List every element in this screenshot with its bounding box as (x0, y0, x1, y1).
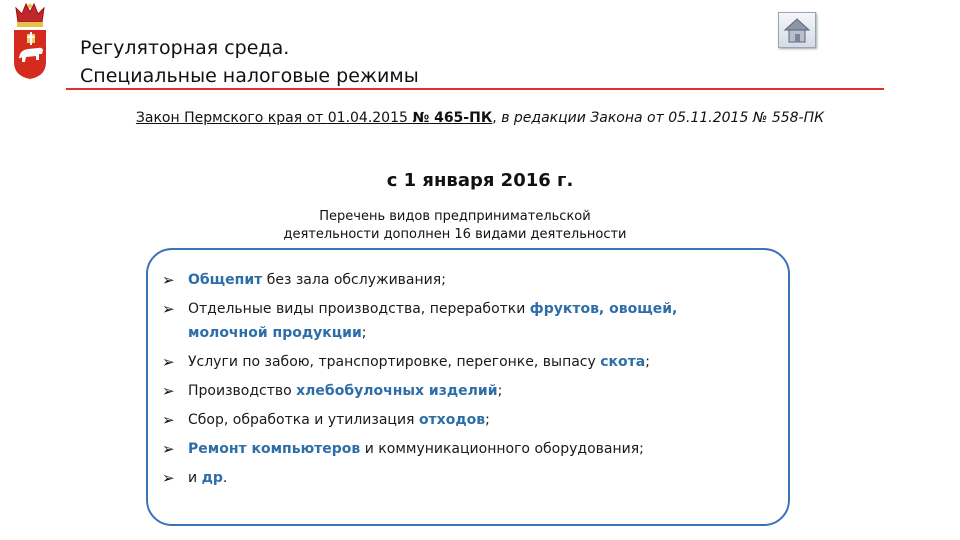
list-item (160, 350, 780, 374)
item-text: ; (485, 412, 490, 428)
law-revision: в редакции Закона от 05.11.2015 № 558-ПК (501, 110, 825, 126)
item-text: и (188, 470, 202, 486)
law-reference (0, 110, 960, 126)
item-highlight: др (201, 470, 223, 486)
list-item (160, 379, 780, 403)
list-item (160, 268, 780, 292)
list-item (160, 297, 780, 345)
item-text: . (222, 470, 228, 486)
item-highlight: скота (600, 354, 646, 370)
list-item (160, 466, 780, 490)
arrow-bullet-icon: ➢ (162, 353, 175, 371)
effective-date: с 1 января 2016 г. (386, 170, 574, 191)
item-highlight: фруктов, овощей, (529, 301, 678, 317)
arrow-bullet-icon: ➢ (162, 271, 175, 289)
item-text: Производство (188, 383, 297, 399)
item-text: Отдельные виды производства, переработки (188, 301, 530, 317)
description (0, 208, 910, 244)
item-text: ; (645, 354, 650, 370)
law-date: 01.04.2015 (327, 110, 413, 126)
item-highlight: Общепит (188, 272, 263, 288)
arrow-bullet-icon: ➢ (162, 440, 175, 458)
arrow-bullet-icon: ➢ (162, 469, 175, 487)
perm-krai-emblem-icon (8, 2, 52, 80)
list-item (160, 437, 780, 461)
item-highlight: молочной продукции (188, 325, 362, 341)
activities-list (160, 268, 780, 495)
description-line-2: деятельности дополнен 16 видами деятельности (283, 227, 627, 242)
title-line-1: Регуляторная среда. (80, 37, 290, 59)
arrow-bullet-icon: ➢ (162, 382, 175, 400)
item-text: и коммуникационного оборудования; (360, 441, 644, 457)
page-title (80, 34, 419, 90)
item-text: ; (497, 383, 503, 399)
header-divider (66, 88, 884, 90)
list-item (160, 408, 780, 432)
law-number: № 465-ПК (412, 110, 493, 126)
item-highlight: хлебобулочных изделий (296, 383, 498, 399)
item-text: ; (361, 325, 367, 341)
item-text: Услуги по забою, транспортировке, перегонке, выпасу (188, 354, 601, 370)
item-highlight: Ремонт компьютеров (188, 441, 361, 457)
home-button[interactable] (778, 12, 816, 48)
item-text: Сбор, обработка и утилизация (188, 412, 419, 428)
item-text: без зала обслуживания; (262, 272, 446, 288)
item-highlight: отходов (418, 412, 486, 428)
home-icon (779, 13, 815, 47)
description-line-1: Перечень видов предпринимательской (319, 209, 591, 224)
title-line-2: Специальные налоговые режимы (80, 65, 419, 87)
law-title: Закон Пермского края от (135, 110, 328, 126)
arrow-bullet-icon: ➢ (162, 300, 175, 318)
arrow-bullet-icon: ➢ (162, 411, 175, 429)
law-separator: , (492, 110, 502, 126)
